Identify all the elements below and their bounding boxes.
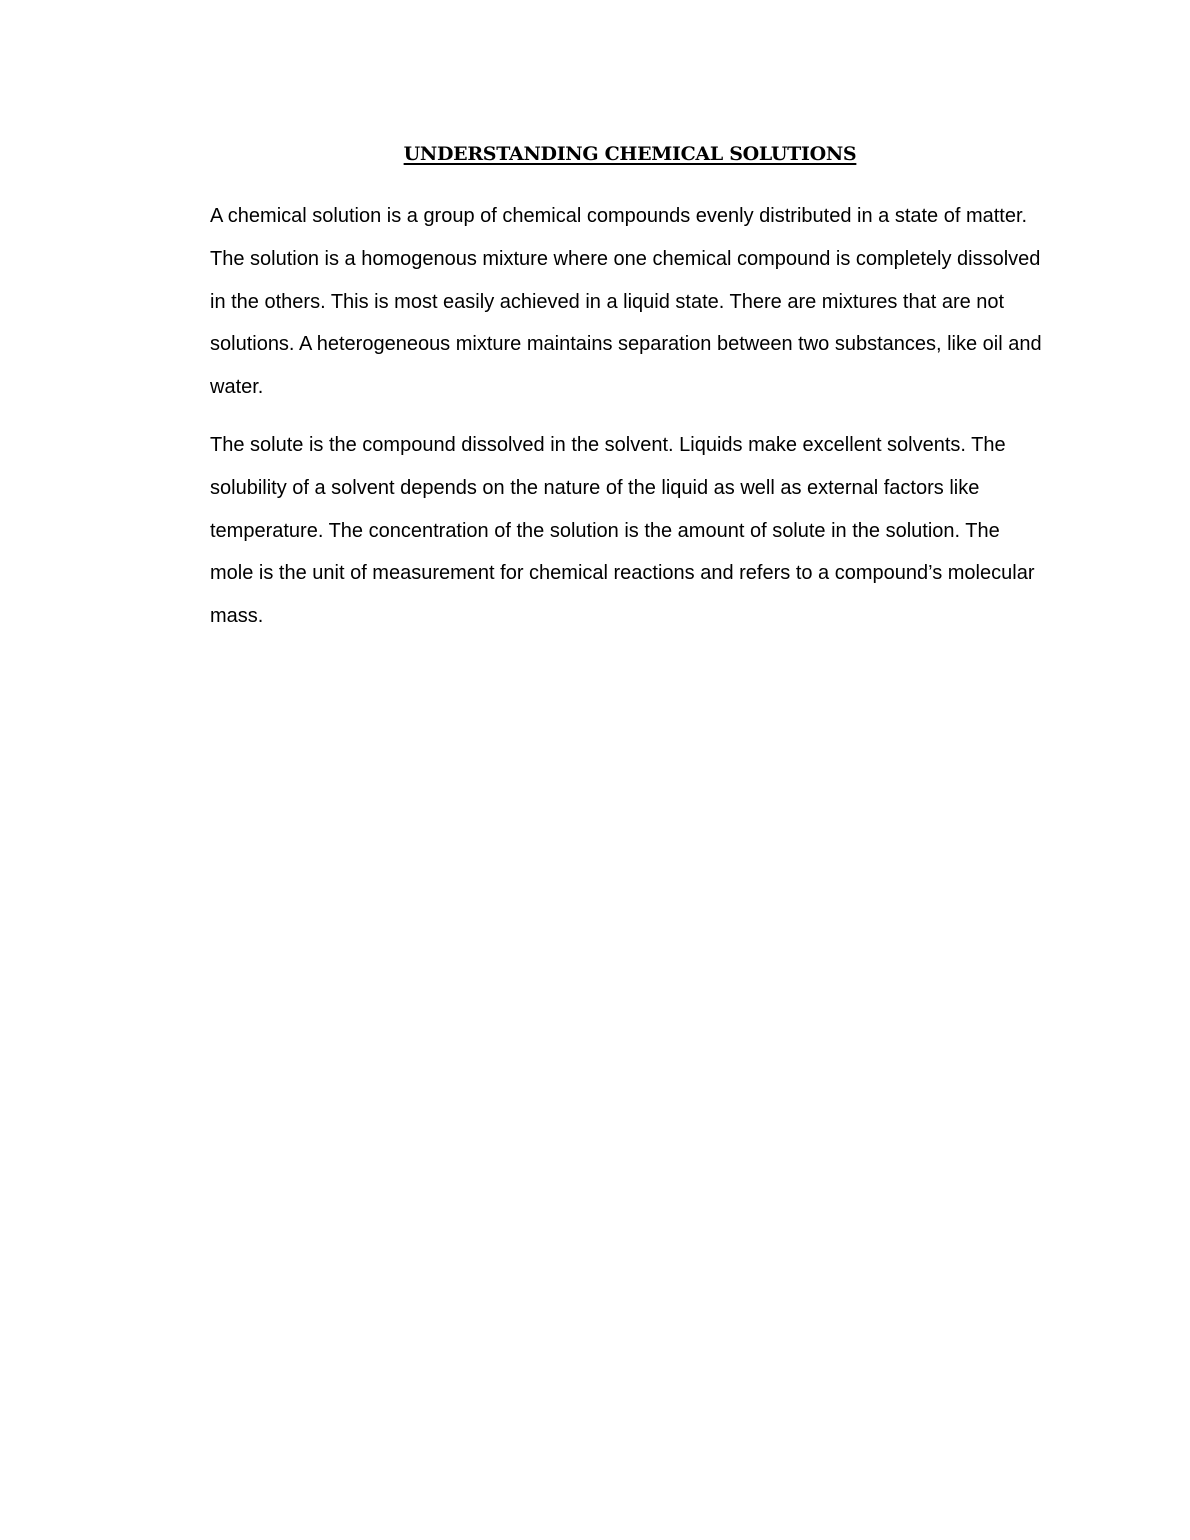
paragraph-1: A chemical solution is a group of chemical compounds evenly distributed in a state of matter. The solution is a homogenous mixture where one chemical compound is completely dissolved in the others. This is most easily achieved in a liquid state. There are mixtures that are not solutions. A heterogeneous mixture maintains separation between two substances, like oil and water. bbox=[210, 205, 1042, 399]
document-body bbox=[210, 195, 1045, 653]
paragraph-2: The solute is the compound dissolved in the solvent. Liquids make excellent solvents. The solubility of a solvent depends on the nature of the liquid as well as external factors like temperature. The concentration of the solution is the amount of solute in the solution. The mole is the unit of measurement for chemical reactions and refers to a compound’s molecular mass. bbox=[210, 433, 1035, 628]
page-title: UNDERSTANDING CHEMICAL SOLUTIONS bbox=[403, 143, 857, 165]
